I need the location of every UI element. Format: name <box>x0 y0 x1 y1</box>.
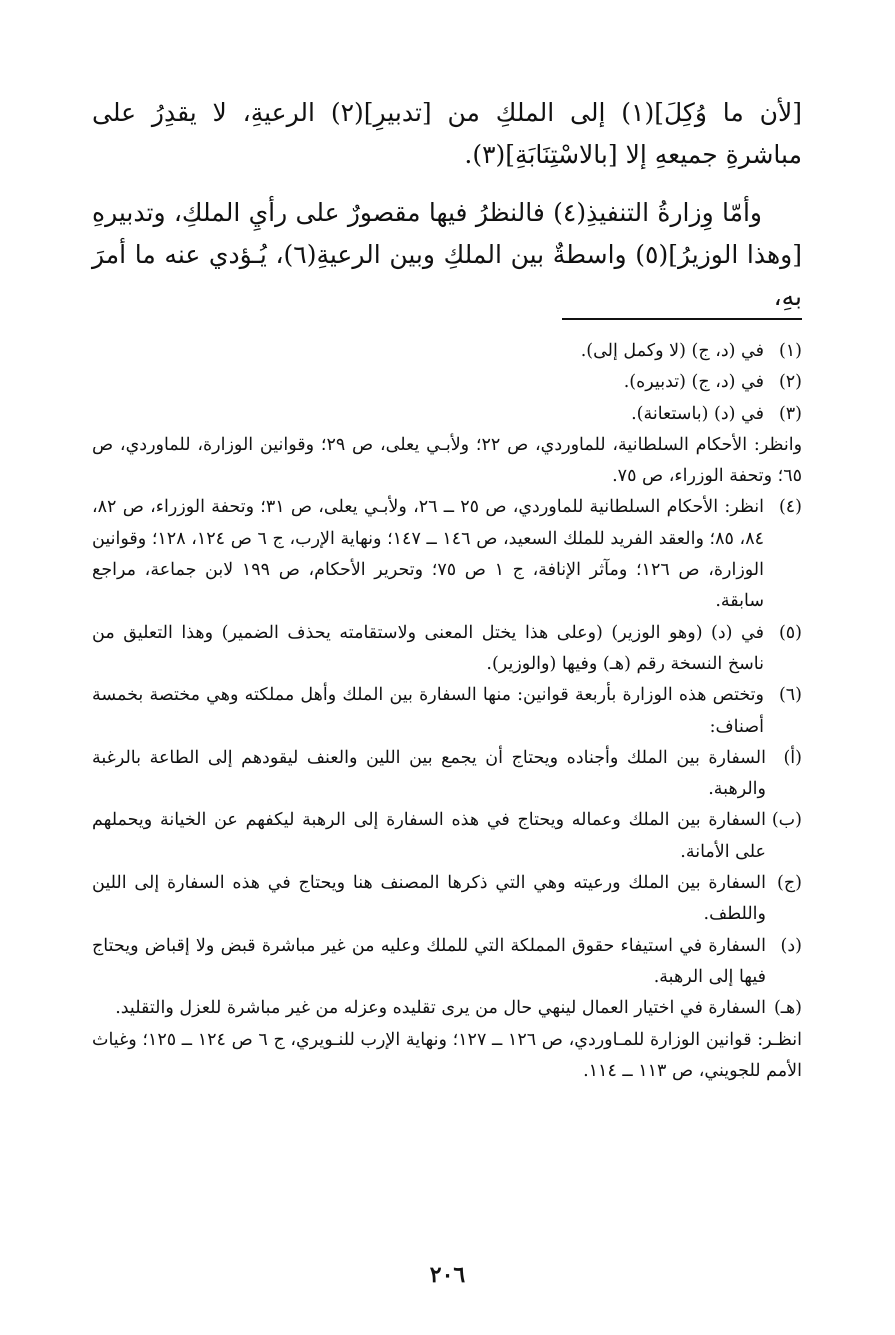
footnote-number: (٦) <box>778 685 802 706</box>
footnote-text: في (د) (وهو الوزير) (وعلى هذا يختل المعنى ولاستقامته يحذف الضمير) وهذا التعليق من ناسخ النسخة رقم (هـ) وفيها (والوزير). <box>92 622 764 674</box>
footnote-5 <box>92 618 802 681</box>
footnote-number: (٢) <box>778 372 802 393</box>
footnote-6-item-e <box>92 993 802 1024</box>
footnote-number: (١) <box>778 341 802 361</box>
footnote-6 <box>92 680 802 743</box>
footnote-text: انظر: الأحكام السلطانية للماوردي، ص ٢٥ ــ ٢٦، ولأبـي يعلى، ص ٣١؛ وتحفة الوزراء، ص ٨٢، ٨٤، ٨٥؛ والعقد الفريد للملك السعيد، ص ١٤٦ ــ ١٤٧؛ ونهاية الإرب، ج ٦ ص ١٢٤، ١٢٨؛ وقوانين الوزارة، ص ١٢٦؛ ومآثر الإنافة، ج ١ ص ٧٥؛ وتحرير الأحكام، ص ١٩٩ لابن جماعة، مراجع سابقة. <box>92 497 765 612</box>
item-text: السفارة بين الملك ورعيته وهي التي ذكرها المصنف هنا ويحتاج في هذه السفارة إلى اللين واللطف. <box>92 873 766 925</box>
footnote-number: (٣) <box>778 403 802 424</box>
footnote-text: في (د، ج) (تدبيره). <box>623 372 764 393</box>
item-letter: (ب) <box>771 810 802 831</box>
footnote-text: وتختص هذه الوزارة بأربعة قوانين: منها السفارة بين الملك وأهل مملكته وهي مختصة بخمسة أصناف: <box>92 685 764 737</box>
main-text <box>92 92 802 334</box>
page-number: ٢٠٦ <box>429 1262 466 1288</box>
footnote-3 <box>92 399 802 430</box>
main-paragraph-1: [لأن ما وُكِلَ](١) إلى الملكِ من [تدبيرِ](٢) الرعيةِ، لا يقدِرُ على مباشرةِ جميعهِ إلا [بالاسْتِنَابَةِ](٣). <box>92 98 802 169</box>
footnote-6-item-a <box>92 743 802 806</box>
footnote-separator <box>562 318 802 320</box>
footnote-4 <box>92 492 802 617</box>
footnote-6-item-c <box>92 868 802 931</box>
footnote-6-item-b <box>92 805 802 868</box>
footnote-number: (٥) <box>778 622 802 643</box>
footnote-text: في (د، ج) (لا وكمل إلى). <box>580 341 764 361</box>
item-letter: (هـ) <box>773 998 802 1019</box>
footnotes <box>92 336 802 1087</box>
item-text: السفارة في استيفاء حقوق المملكة التي للملك وعليه من غير مباشرة قبض ولا إقباض ويحتاج فيها إلى الرهبة. <box>92 935 766 987</box>
footnote-number: (٤) <box>778 497 802 518</box>
item-text: السفارة بين الملك وعماله ويحتاج في هذه السفارة إلى الرهبة ليكفهم عن الخيانة ويحملهم على الأمانة. <box>92 810 766 862</box>
main-paragraph-2: وأمّا وِزارةُ التنفيذِ(٤) فالنظرُ فيها مقصورٌ على رأيِ الملكِ، وتدبيرهِ [وهذا الوزيرُ](٥) واسطةٌ بين الملكِ وبين الرعيةِ(٦)، يُـؤدي عنه ما أمرَ بهِ، <box>92 198 802 311</box>
footnote-6-item-d <box>92 931 802 994</box>
footnote-6-references: انظـر: قوانين الوزارة للمـاوردي، ص ١٢٦ ــ ١٢٧؛ ونهاية الإرب للنـويري، ج ٦ ص ١٢٤ ــ ١٢٥؛ وغياث الأمم للجويني، ص ١١٣ ــ ١١٤. <box>92 1029 802 1081</box>
footnote-2 <box>92 367 802 398</box>
item-letter: (د) <box>780 935 802 956</box>
item-letter: (ج) <box>777 873 802 894</box>
item-letter: (أ) <box>783 747 802 768</box>
footnote-3-continuation: وانظر: الأحكام السلطانية، للماوردي، ص ٢٢؛ ولأبـي يعلى، ص ٢٩؛ وقوانين الوزارة، للماوردي، ص ٦٥؛ وتحفة الوزراء، ص ٧٥. <box>92 434 803 487</box>
footnote-text: في (د) (باستعانة). <box>631 403 764 424</box>
item-text: السفارة في اختيار العمال لينهي حال من يرى تقليده وعزله من غير مباشرة للعزل والتقليد. <box>115 998 766 1019</box>
item-text: السفارة بين الملك وأجناده ويحتاج أن يجمع بين اللين والعنف ليقودهم إلى الطاعة بالرغبة والرهبة. <box>92 747 766 800</box>
footnote-1 <box>92 336 802 367</box>
